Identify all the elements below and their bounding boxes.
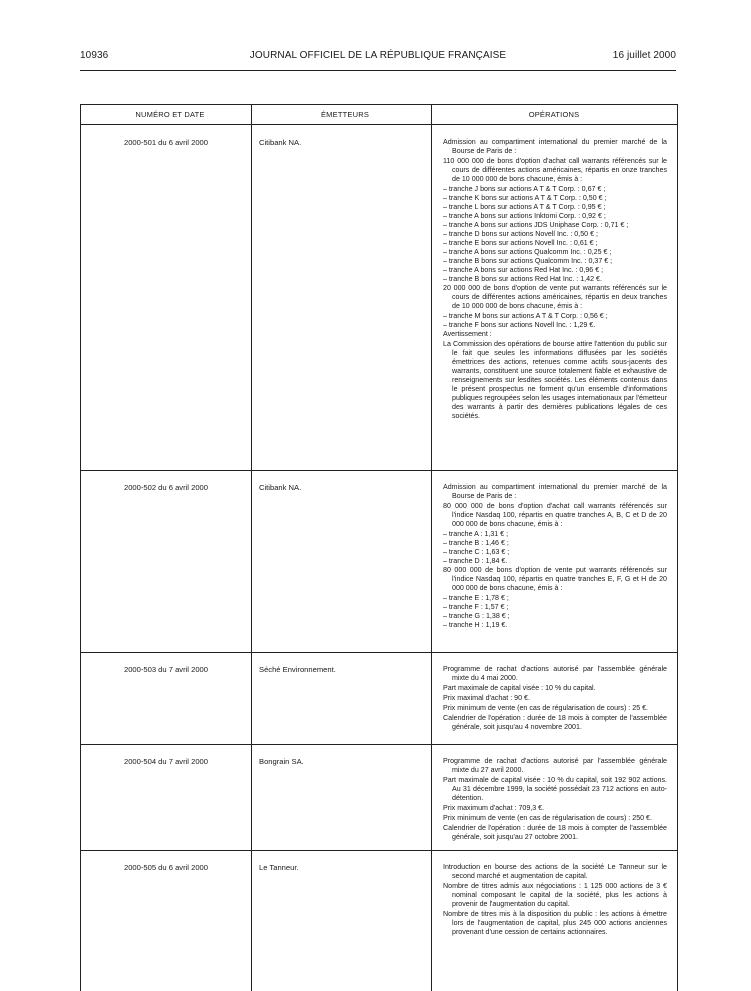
op-text: 80 000 000 de bons d'option d'achat call warrants référencés sur l'indice Nasdaq 100, répartis en quatre tranches A, B, C et D de 20 000 000 de bons chacune, émis à :: [443, 502, 667, 528]
op-item: – tranche J bons sur actions A T & T Corp. : 0,67 € ;: [443, 185, 606, 193]
op-text: 110 000 000 de bons d'option d'achat call warrants référencés sur le cours de différentes actions américaines, répartis en onze tranches de 10 000 000 de bons chacune, émis à :: [443, 157, 667, 183]
op-item: – tranche B : 1,46 € ;: [443, 539, 509, 547]
row-emetteur: Citibank NA.: [259, 483, 302, 492]
issue-date: 16 juillet 2000: [612, 50, 676, 61]
op-item: – tranche E bons sur actions Novell Inc. : 0,61 € ;: [443, 239, 598, 247]
table-header: [81, 105, 677, 125]
op-text: Programme de rachat d'actions autorisé par l'assemblée générale mixte du 27 avril 2000.: [443, 757, 667, 774]
col-header-numero: NUMÉRO ET DATE: [135, 110, 205, 119]
row-operations: [443, 757, 667, 843]
op-text: Part maximale de capital visée : 10 % du capital.: [443, 684, 596, 692]
op-text: Admission au compartiment international du premier marché de la Bourse de Paris de :: [443, 483, 667, 500]
op-item: – tranche D bons sur actions Novell Inc. : 0,50 € ;: [443, 230, 598, 238]
op-item: – tranche A bons sur actions Inktomi Corp. : 0,92 € ;: [443, 212, 606, 220]
col-header-operations: OPÉRATIONS: [528, 110, 580, 119]
op-item: – tranche L bons sur actions A T & T Corp. : 0,95 € ;: [443, 203, 606, 211]
table-row: [81, 744, 677, 850]
op-item: – tranche G : 1,38 € ;: [443, 612, 510, 620]
op-text: 20 000 000 de bons d'option de vente put warrants référencés sur le cours de différentes actions américaines, répartis en deux tranches de 10 000 000 de bons chacune, émis à :: [443, 284, 667, 310]
op-text: Admission au compartiment international du premier marché de la Bourse de Paris de :: [443, 138, 667, 155]
row-emetteur: Séché Environnement.: [259, 665, 336, 674]
row-operations: [443, 483, 667, 630]
op-item: – tranche K bons sur actions A T & T Corp. : 0,50 € ;: [443, 194, 607, 202]
op-text: La Commission des opérations de bourse attire l'attention du public sur le fait que seules les informations diffusées par les sociétés émettrices des actions, retenues comme actifs sous-jacents des warrants, constituent une source totalement fiable et exhaustive de renseignements sur lesdites sociétés. Les éléments contenus dans le présent prospectus ne forment qu'un ensemble d'informations publiques regroupées selon les usages internationaux par l'émetteur des warrants à partir des dernières publications légales de ces sociétés.: [443, 340, 667, 420]
op-text: Prix minimum de vente (en cas de régularisation de cours) : 250 €.: [443, 814, 652, 822]
header-rule: [80, 70, 676, 71]
op-item: – tranche A bons sur actions Qualcomm Inc. : 0,25 € ;: [443, 248, 612, 256]
table-row: [81, 470, 677, 652]
op-item: – tranche F bons sur actions Novell Inc. : 1,29 €.: [443, 321, 596, 329]
op-text: Nombre de titres mis à la disposition du public : les actions à émettre lors de l'augmentation de capital, plus 245 000 actions anciennes provenant d'une cession de certains actionnaires.: [443, 910, 667, 936]
op-text: Prix minimum de vente (en cas de régularisation de cours) : 25 €.: [443, 704, 649, 712]
row-emetteur: Le Tanneur.: [259, 863, 299, 872]
table-row: [81, 850, 677, 991]
op-item: – tranche H : 1,19 €.: [443, 621, 508, 629]
running-header: [80, 50, 676, 64]
journal-title: JOURNAL OFFICIEL DE LA RÉPUBLIQUE FRANÇAISE: [249, 50, 507, 61]
op-item: – tranche A bons sur actions Red Hat Inc. : 0,96 € ;: [443, 266, 604, 274]
row-emetteur: Citibank NA.: [259, 138, 302, 147]
operations-table: [80, 104, 678, 991]
row-numero: 2000-504 du 7 avril 2000: [123, 757, 209, 766]
op-text: Prix maximal d'achat : 90 €.: [443, 694, 530, 702]
op-text: Part maximale de capital visée : 10 % du capital, soit 192 902 actions. Au 31 décembre 1999, la société possédait 23 712 actions en auto-détention.: [443, 776, 667, 802]
col-header-emetteurs: ÉMETTEURS: [320, 110, 370, 119]
op-item: – tranche A : 1,31 € ;: [443, 530, 509, 538]
row-numero: 2000-501 du 6 avril 2000: [123, 138, 209, 147]
row-operations: [443, 665, 667, 733]
op-text: Calendrier de l'opération : durée de 18 mois à compter de l'assemblée générale, soit jusqu'au 27 octobre 2001.: [443, 824, 667, 841]
op-item: – tranche A bons sur actions JDS Uniphase Corp. : 0,71 € ;: [443, 221, 629, 229]
op-item: – tranche E : 1,78 € ;: [443, 594, 509, 602]
row-operations: [443, 863, 667, 938]
op-item: – tranche F : 1,57 € ;: [443, 603, 509, 611]
op-text: Calendrier de l'opération : durée de 18 mois à compter de l'assemblée générale, soit jusqu'au 4 novembre 2001.: [443, 714, 667, 731]
table-row: [81, 125, 677, 470]
row-numero: 2000-505 du 6 avril 2000: [123, 863, 209, 872]
op-item: – tranche B bons sur actions Red Hat Inc. : 1,42 €.: [443, 275, 602, 283]
op-text: Avertissement :: [443, 330, 492, 338]
op-text: Introduction en bourse des actions de la société Le Tanneur sur le second marché et augmentation de capital.: [443, 863, 667, 880]
row-numero: 2000-503 du 7 avril 2000: [123, 665, 209, 674]
row-numero: 2000-502 du 6 avril 2000: [123, 483, 209, 492]
table-row: [81, 652, 677, 744]
op-item: – tranche M bons sur actions A T & T Corp. : 0,56 € ;: [443, 312, 608, 320]
op-text: Programme de rachat d'actions autorisé par l'assemblée générale mixte du 4 mai 2000.: [443, 665, 667, 682]
op-item: – tranche D : 1,84 €.: [443, 557, 508, 565]
row-emetteur: Bongrain SA.: [259, 757, 304, 766]
op-item: – tranche B bons sur actions Qualcomm Inc. : 0,37 € ;: [443, 257, 613, 265]
page-number: 10936: [80, 50, 109, 61]
op-text: Prix maximum d'achat : 709,3 €.: [443, 804, 545, 812]
row-operations: [443, 138, 667, 422]
op-item: – tranche C : 1,63 € ;: [443, 548, 510, 556]
op-text: 80 000 000 de bons d'option de vente put warrants référencés sur l'indice Nasdaq 100, répartis en quatre tranches E, F, G et H de 20 000 000 de bons chacune, émis à :: [443, 566, 667, 592]
op-text: Nombre de titres admis aux négociations : 1 125 000 actions de 3 € nominal composant le capital de la société, plus les actions à provenir de l'augmentation du capital.: [443, 882, 667, 908]
